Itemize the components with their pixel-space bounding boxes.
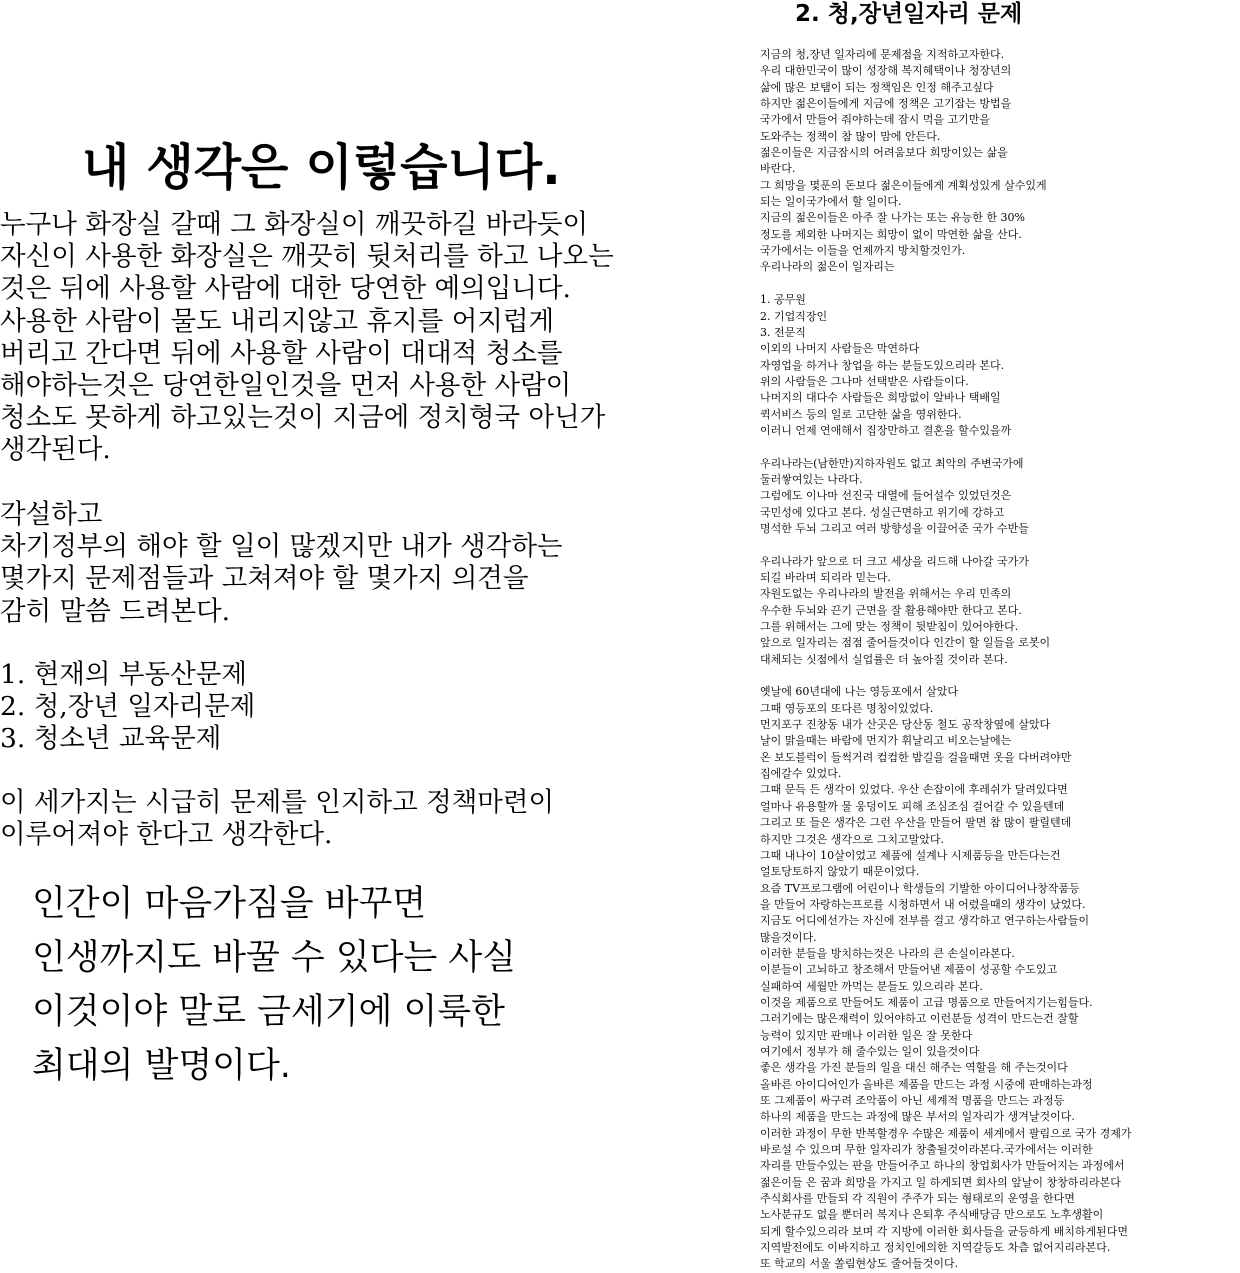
text-line: 것은 뒤에 사용할 사람에 대한 당연한 예의입니다. [0,273,571,305]
body-line: 이외의 나머지 사람들은 막연하다 [760,342,920,356]
body-line: 이러한 과정이 무한 반복할경우 수많은 제품이 세계에서 팔림으로 국가 경제가 [760,1126,1132,1140]
text-line: 사용한 사람이 물도 내리지않고 휴지를 어지럽게 [0,305,555,337]
body-line: 이것을 제품으로 만들어도 제품이 고급 명품으로 만들어지기는힘들다. [760,995,1093,1009]
text-line: 이 세가지는 시급히 문제를 인지하고 정책마련이 [0,787,555,818]
body-line: 1. 공무원 [760,293,806,307]
body-line: 온 보도블럭이 들썩거려 컴컴한 밤길을 걸을때면 옷을 다버려야만 [760,750,1072,764]
blank-line [760,668,1238,684]
body-line: 이분들이 고뇌하고 창조해서 만들어낸 제품이 성공할 수도있고 [760,963,1058,977]
blank-line [760,537,1238,553]
body-line: 자영업을 하거나 창업을 하는 분들도있으리라 본다. [760,358,1005,372]
blank-line [760,276,1238,292]
body-line: 둘러쌓여있는 나라다. [760,472,863,486]
body-line: 실패하여 세월만 까먹는 분들도 있으리라 본다. [760,979,983,993]
body-line: 그리고 또 들은 생각은 그런 우산을 만들어 팔면 참 많이 팔릴텐데 [760,816,1072,830]
body-line: 옛날에 60년대에 나는 영등포에서 살았다 [760,685,958,699]
body-line: 퀵서비스 등의 일로 고단한 삶을 영위한다. [760,407,962,421]
body-line: 국민성에 있다고 본다. 성실근면하고 위기에 강하고 [760,505,1005,519]
text-line: 자신이 사용한 화장실은 깨끗히 뒷처리를 하고 나오는 [0,241,614,273]
body-line: 날이 맑을때는 바람에 먼지가 휘날리고 비오는날에는 [760,734,1012,748]
body-line: 또 학교의 서울 쏠림현상도 줄어들것이다. [760,1257,959,1271]
body-line: 얼토당토하지 않았기 때문이었다. [760,865,920,879]
body-line: 집에갈수 있었다. [760,767,842,781]
body-line: 하나의 제품을 만드는 과정에 많은 부서의 일자리가 생겨날것이다. [760,1110,1075,1124]
body-line: 지역발전에도 이바지하고 정치인에의한 지역갈등도 차츰 없어지리라본다. [760,1241,1111,1255]
body-line: 을 만들어 자랑하는프로를 시청하면서 내 어렸을때의 생각이 났었다. [760,897,1086,911]
body-line: 삶에 많은 보탬이 되는 정책임은 인정 해주고싶다 [760,80,994,94]
section-title: 2. 청,장년일자리 문제 [795,1,1023,27]
transition-paragraph [0,499,563,628]
body-line: 많을것이다. [760,930,817,944]
body-line: 얼마나 유용할까 물 웅덩이도 피해 조심조심 걸어갈 수 있을텐데 [760,799,1065,813]
body-line: 명석한 두뇌 그리고 여러 방향성을 이끌어준 국가 수반들 [760,521,1029,535]
body-line: 지금도 어디에선가는 자신에 전부를 걸고 생각하고 연구하는사람들이 [760,914,1090,928]
body-line: 그를 위해서는 그에 맞는 정책이 뒷받침이 있어야한다. [760,620,1019,634]
text-line: 감히 말씀 드려본다. [0,595,231,627]
body-line: 정도를 제외한 나머지는 희망이 없이 막연한 삶을 산다. [760,227,1022,241]
text-line: 인생까지도 바꿀 수 있다는 사실 [32,938,517,978]
text-line: 이루어져야 한다고 생각한다. [0,819,333,851]
body-line: 그럼에도 이나마 선진국 대열에 들어설수 있었던것은 [760,489,1012,503]
body-line: 요즘 TV프로그램에 어린이나 학생들의 기발한 아이디어나창작품등 [760,881,1080,895]
body-line: 좋은 생각을 가진 분들의 일을 대신 해주는 역할을 해 주는것이다 [760,1061,1068,1075]
body-line: 도와주는 정책이 참 많이 맘에 안든다. [760,129,941,143]
body-line: 되게 할수있으리라 보며 각 지방에 이러한 회사들을 균등하게 배치하게된다면 [760,1224,1129,1238]
text-line: 누구나 화장실 갈때 그 화장실이 깨끗하길 바라듯이 [0,209,589,240]
body-line: 되는 일이국가에서 할 일이다. [760,195,902,209]
body-line: 우수한 두뇌와 끈기 근면을 잘 활용해야만 한다고 본다. [760,603,1022,617]
body-line: 그때 문득 든 생각이 있었다. 우산 손잡이에 후레쉬가 달려있다면 [760,783,1068,797]
body-line: 지금의 청,장년 일자리에 문제점을 지적하고자한다. [760,48,1005,61]
body-line: 우리나라는(남한만)지하자원도 없고 최악의 주변국가에 [760,456,1024,470]
body-line: 또 그제품이 싸구려 조악품이 아닌 세계적 명품을 만드는 과정등 [760,1094,1065,1107]
quote-block [32,877,516,1093]
body-line: 젊은이들 은 꿈과 희망을 가지고 일 하게되면 회사의 앞날이 창창하리라본다 [760,1175,1121,1189]
body-line: 3. 전문직 [760,325,806,339]
text-line: 인간이 마음가짐을 바꾸면 [32,884,427,924]
body-line: 젊은이들은 지금잠시의 어려움보다 희망이있는 삶을 [760,146,1008,160]
text-line: 청소도 못하게 하고있는것이 지금에 정치형국 아닌가 [0,402,606,434]
body-line: 그 희망을 몇푼의 돈보다 젊은이들에게 계획성있게 살수있게 [760,178,1047,192]
body-line: 되길 바라며 되리라 믿는다. [760,571,891,584]
body-line: 우리나라가 앞으로 더 크고 세상을 리드해 나아갈 국가가 [760,554,1029,568]
text-line: 버리고 간다면 뒤에 사용할 사람이 대대적 청소를 [0,337,563,369]
body-line: 국가에서 만들어 줘야하는데 잠시 먹을 고기만을 [760,113,991,127]
text-line: 생각된다. [0,434,111,466]
text-line: 이것이야 말로 금세기에 이룩한 [32,992,505,1032]
text-line: 각설하고 [0,499,103,530]
body-line: 그러기에는 많은재력이 있어야하고 이런분들 성격이 만드는건 잘할 [760,1012,1079,1026]
body-line: 자리를 만들수있는 판을 만들어주고 하나의 창업회사가 만들어지는 과정에서 [760,1159,1125,1173]
body-line: 그때 내나이 10살이었고 제품에 설계나 시제품등을 만든다는건 [760,848,1061,862]
body-line: 이러니 언제 연애해서 집장만하고 결혼을 할수있을까 [760,423,1012,437]
body-line: 바로설 수 있으며 무한 일자리가 창출될것이라본다.국가에서는 이러한 [760,1143,1093,1157]
body-line: 우리나라의 젊은이 일자리는 [760,260,895,274]
body-line: 나머지의 대다수 사람들은 희망없이 알바나 택배일 [760,391,1001,405]
blank-line [760,439,1238,455]
body-line: 하지만 그것은 생각으로 그치고말았다. [760,832,945,846]
text-line: 최대의 발명이다. [32,1046,291,1086]
conclusion-paragraph [0,787,554,851]
intro-paragraph [0,209,614,467]
text-line: 몇가지 문제점들과 고쳐져야 할 몇가지 의견을 [0,563,529,595]
body-line: 능력이 있지만 판매나 이러한 일은 잘 못한다 [760,1028,973,1042]
essay-title: 내 생각은 이렇습니다. [82,139,561,196]
body-line: 이러한 분들을 방치하는것은 나라의 큰 손실이라본다. [760,946,1015,960]
body-line: 위의 사람들은 그나마 선택받은 사람들이다. [760,374,969,388]
issues-list [0,659,255,756]
body-line: 지금의 젊은이들은 아주 잘 나가는 또는 유능한 한 30% [760,211,1025,225]
body-line: 먼지포구 진창동 내가 산곳은 당산동 철도 공작창옆에 살았다 [760,718,1051,732]
text-line: 차기정부의 해야 할 일이 많겠지만 내가 생각하는 [0,531,563,563]
body-line: 우리 대한민국이 많이 성장해 복지혜택이나 청장년의 [760,64,1012,78]
body-line: 주식회사를 만들되 각 직원이 주주가 되는 형태로의 운영을 한다면 [760,1192,1075,1206]
text-line: 2. 청,장년 일자리문제 [0,691,256,723]
body-line: 2. 기업직장인 [760,309,828,323]
body-line: 노사분규도 없을 뿐더러 복지나 은퇴후 주식배당금 만으로도 노후생활이 [760,1208,1104,1222]
text-line: 3. 청소년 교육문제 [0,723,222,755]
body-line: 바란다. [760,162,796,176]
body-line: 국가에서는 이들을 언제까지 방치할것인가. [760,244,966,258]
body-line: 그때 영등포의 또다른 명칭이있었다. [760,701,934,715]
text-line: 해야하는것은 당연한일인것을 먼저 사용한 사람이 [0,370,572,402]
section-body [760,47,1238,1273]
body-line: 여기에서 정부가 해 줄수있는 일이 있을것이다 [760,1044,980,1058]
body-line: 앞으로 일자리는 점점 줄어들것이다 인간이 할 일들을 로봇이 [760,636,1051,650]
body-line: 올바른 아이디어인가 올바른 제품을 만드는 과정 시중에 판매하는과정 [760,1077,1093,1091]
body-line: 대체되는 싯점에서 실업률은 더 높아질 것이라 본다. [760,652,1008,666]
body-line: 하지만 젊은이들에게 지금에 정책은 고기잡는 방법을 [760,97,1012,111]
text-line: 1. 현재의 부동산문제 [0,659,247,690]
body-line: 자원도없는 우리나라의 발전을 위해서는 우리 민족의 [760,587,1012,601]
